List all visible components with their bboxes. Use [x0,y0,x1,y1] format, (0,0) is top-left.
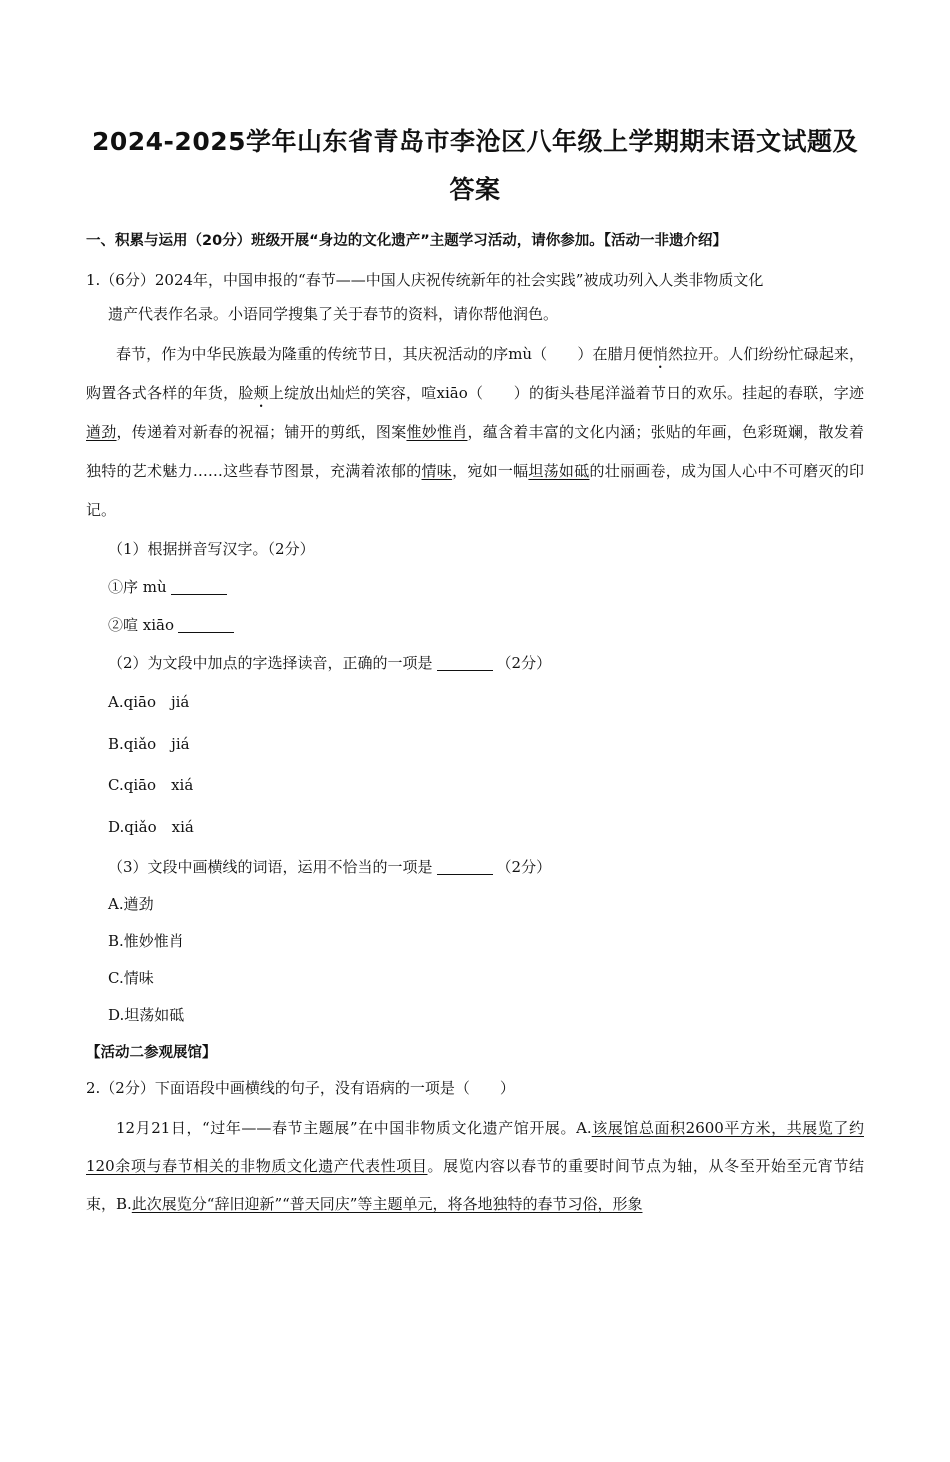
question-1-intro-line-1: 1.（6分）2024年，中国申报的“春节——中国人庆祝传统新年的社会实践”被成功列入人类非物质文化 [86,271,764,289]
question-1-sub-3 [86,848,864,886]
dotted-char-jia: 颊 [253,384,269,402]
item-label: ②喧 xiāo [108,616,174,634]
passage-text: 。展览内容以春节的重要时间节点为轴，从冬至开始至元宵节结束，B. [86,1157,864,1213]
passage-text: 然拉开。人们纷纷忙碌起来，购置各式各样的年货，脸 [86,345,864,402]
passage-text: 上绽放出灿烂的笑容，喧xiāo（ ）的街头巷尾洋溢着节日的欢乐。挂起的春联，字迹 [268,384,864,402]
answer-blank[interactable] [178,617,234,633]
sub-question-score: （2分） [496,858,552,876]
passage-text: ，宛如一幅 [452,462,529,480]
sub-question-text: （3）文段中画横线的词语，运用不恰当的一项是 [108,858,433,876]
underlined-word-qingwei: 情味 [421,462,453,480]
underlined-word-qiujin: 遒劲 [86,423,117,441]
question-1-passage [86,335,864,530]
question-1-sub-1: （1）根据拼音写汉字。（2分） [108,540,315,558]
underlined-word-weimiaoweixiao: 惟妙惟肖 [406,423,468,441]
question-2-passage [86,1109,864,1223]
option-b: B.惟妙惟肖 [108,932,184,950]
sub-question-score: （2分） [496,654,552,672]
option-b: B.qiǎo jiá [108,734,190,753]
document-page [0,118,950,1462]
question-2-stem: 2.（2分）下面语段中画横线的句子，没有语病的一项是（ ） [86,1079,515,1097]
question-1-sub-1-item-b [86,606,864,644]
option-c: C.情味 [108,969,154,987]
underlined-sentence-a: 该展馆总面积2600平方米，共展览了约120余项与春节相关的非物质文化遗产代表性项目 [86,1119,864,1175]
underlined-sentence-b: 此次展览分“辞旧迎新”“普天同庆”等主题单元，将各地独特的春节习俗，形象 [131,1195,643,1213]
question-1-sub-2 [86,644,864,682]
answer-blank[interactable] [171,579,227,595]
section-heading-1: 一、积累与运用（20分）班级开展“身边的文化遗产”主题学习活动，请你参加。【活动一非遗介绍】 [86,233,727,249]
underlined-word-tandangrudi: 坦荡如砥 [528,462,590,480]
option-d: D.qiǎo xiá [108,817,194,836]
answer-blank[interactable] [437,859,493,875]
option-a: A.qiāo jiá [108,693,190,711]
item-label: ①序 mù [108,578,167,596]
passage-text: ，传递着对新春的祝福；铺开的剪纸，图案 [116,423,407,441]
option-d: D.坦荡如砥 [108,1006,185,1024]
option-c: C.qiāo xiá [108,776,194,794]
question-1-sub-1-item-a [86,568,864,606]
sub-question-text: （2）为文段中加点的字选择读音，正确的一项是 [108,654,433,672]
question-1-intro-line-2: 遗产代表作名录。小语同学搜集了关于春节的资料，请你帮他润色。 [108,305,559,323]
answer-blank[interactable] [437,655,493,671]
passage-text: 的壮丽画卷，成为国人心中不可磨灭的印记。 [86,462,864,519]
document-title: 2024-2025学年山东省青岛市李沧区八年级上学期期末语文试题及答案 [91,127,859,204]
option-a: A.遒劲 [108,895,154,913]
activity-2-heading: 【活动二参观展馆】 [86,1045,217,1061]
dotted-char-qiao: 悄 [652,345,668,363]
passage-text: ，蕴含着丰富的文化内涵；张贴的年画，色彩斑斓，散发着独特的艺术魅力……这些春节图景，充满着浓郁的 [86,423,864,480]
passage-text: 12月21日，“过年——春节主题展”在中国非物质文化遗产馆开展。A. [116,1119,592,1137]
passage-text: 春节，作为中华民族最为隆重的传统节日，其庆祝活动的序mù（ ）在腊月便 [116,345,653,363]
